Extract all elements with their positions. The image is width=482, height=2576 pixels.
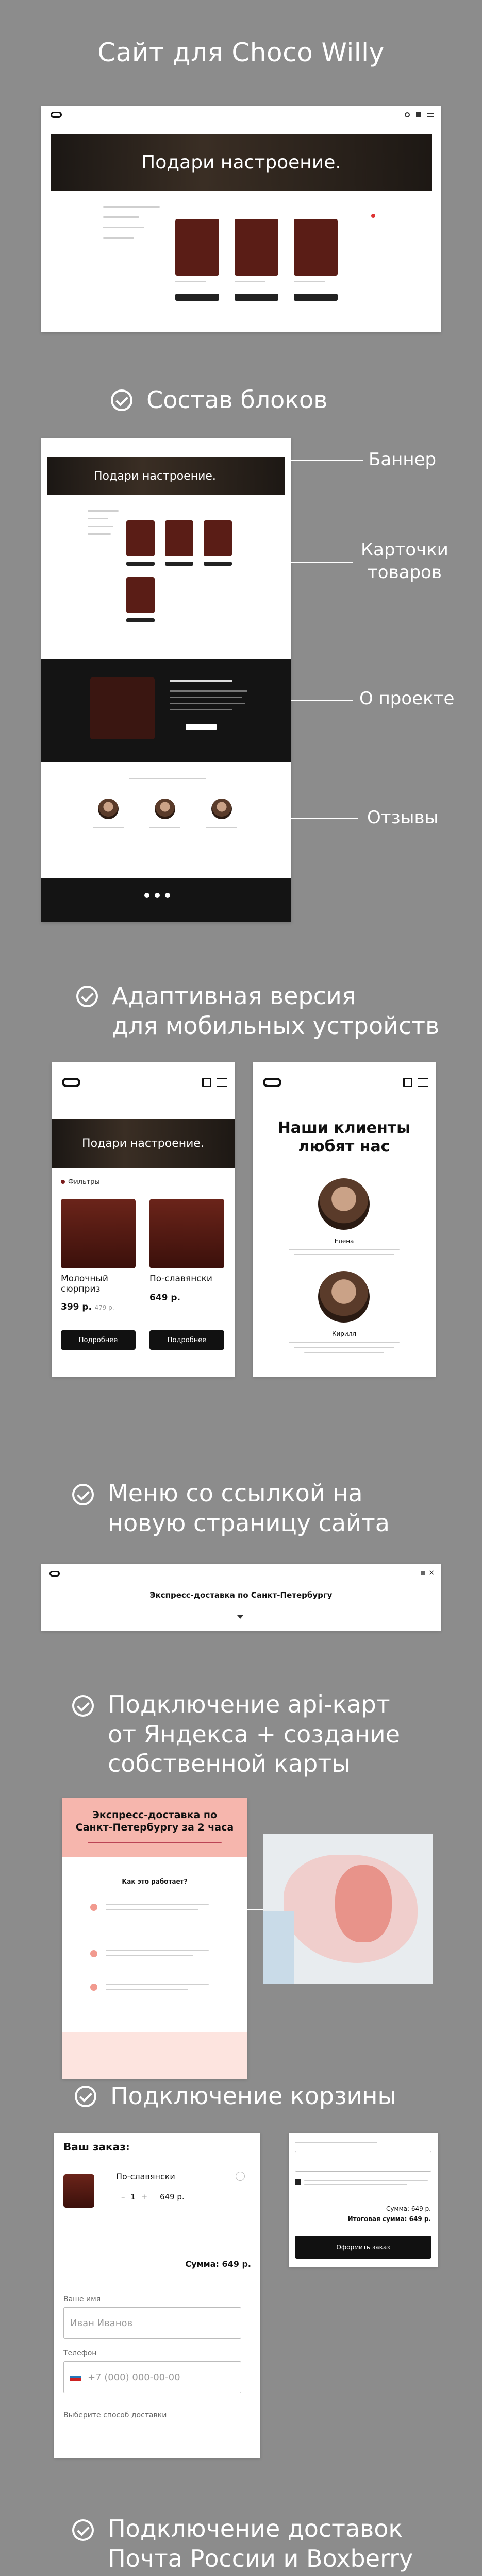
check-icon <box>72 1695 94 1717</box>
hero-text: Подари настроение. <box>94 469 216 483</box>
logo-icon <box>263 1078 281 1087</box>
cart-icon[interactable] <box>403 1078 412 1087</box>
reviews-title: Наши клиенты любят нас <box>277 1119 411 1156</box>
footer-block <box>41 878 291 922</box>
name-field[interactable]: Иван Иванов <box>63 2307 241 2339</box>
check-icon <box>72 1484 94 1505</box>
page-title: Сайт для Choco Willy <box>97 38 385 67</box>
label-about: О проекте <box>359 688 455 709</box>
logo-icon <box>51 112 62 118</box>
hero-text: Подари настроение. <box>141 151 341 173</box>
details-button[interactable]: Подробнее <box>61 1330 136 1350</box>
menu-link[interactable]: Экспресс-доставка по Санкт-Петербургу <box>149 1590 333 1600</box>
check-icon <box>72 2519 94 2541</box>
map-promo-preview: Экспресс-доставка по Санкт-Петербургу за 2 часа Как это работает? <box>62 1798 247 2079</box>
map-promo-title: Экспресс-доставка по Санкт-Петербургу за 2 часа <box>75 1809 234 1833</box>
yandex-map[interactable] <box>263 1834 433 1984</box>
section-menu: Меню со ссылкой на новую страницу сайта <box>72 1479 390 1538</box>
menu-icon[interactable] <box>418 1078 428 1087</box>
reviewer-avatar <box>318 1271 370 1323</box>
label-banner: Баннер <box>369 449 437 470</box>
banner-block <box>47 457 285 495</box>
menu-preview <box>41 1564 441 1631</box>
check-icon <box>111 389 132 411</box>
menu-icon[interactable] <box>427 113 434 117</box>
label-cards: Карточки товаров <box>361 539 448 583</box>
details-button[interactable]: Подробнее <box>149 1330 224 1350</box>
section-mobile: Адаптивная версия для мобильных устройств <box>76 981 439 1041</box>
menu-icon[interactable] <box>217 1078 227 1087</box>
cart-preview: Ваш заказ: По-славянски – 1 + 649 р. Сумма: 649 р. Ваше имя Иван Иванов Телефон +7 (000) 000-00-00 Выберите способ доставки <box>54 2133 260 2458</box>
close-icon[interactable]: × <box>428 1569 435 1577</box>
flag-icon <box>70 2374 81 2381</box>
mobile-preview-reviews: Наши клиенты любят нас Елена Кирилл <box>253 1062 436 1377</box>
section-delivery: Подключение доставок Почта России и Boxberry <box>72 2514 413 2573</box>
logo-icon <box>49 1571 60 1577</box>
section-cart: Подключение корзины <box>75 2081 396 2111</box>
hero-banner <box>51 134 432 191</box>
cart-icon[interactable] <box>416 112 421 117</box>
mobile-preview-products: Подари настроение. Фильтры Молочный сюрприз По-славянски 399 р. 479 р. 649 р. Подробнее Подробнее <box>52 1062 235 1377</box>
qty-stepper[interactable]: – 1 + <box>121 2192 148 2201</box>
product-name: Молочный сюрприз <box>61 1274 108 1295</box>
phone-field[interactable]: +7 (000) 000-00-00 <box>63 2361 241 2393</box>
check-icon <box>75 2086 96 2107</box>
product-name: По-славянски <box>149 1274 212 1284</box>
cart-icon[interactable] <box>202 1078 211 1087</box>
reviewer-avatar <box>318 1178 370 1230</box>
order-button[interactable]: Оформить заказ <box>295 2236 431 2259</box>
filter-button[interactable]: Фильтры <box>61 1178 100 1186</box>
logo-icon <box>62 1078 80 1087</box>
check-icon <box>76 986 98 1007</box>
section-blocks: Состав блоков <box>111 385 327 415</box>
search-icon[interactable] <box>405 112 410 117</box>
desktop-full-preview <box>41 438 291 922</box>
address-field[interactable] <box>295 2151 431 2172</box>
close-icon[interactable] <box>236 2172 245 2181</box>
cart-preview-right: Сумма: 649 р. Итоговая сумма: 649 р. Оформить заказ <box>289 2133 438 2267</box>
section-maps: Подключение api-карт от Яндекса + создание собственной карты <box>72 1690 400 1779</box>
about-block <box>41 659 291 762</box>
desktop-preview <box>41 106 441 332</box>
hero-banner: Подари настроение. <box>52 1119 235 1168</box>
label-reviews: Отзывы <box>367 807 439 828</box>
